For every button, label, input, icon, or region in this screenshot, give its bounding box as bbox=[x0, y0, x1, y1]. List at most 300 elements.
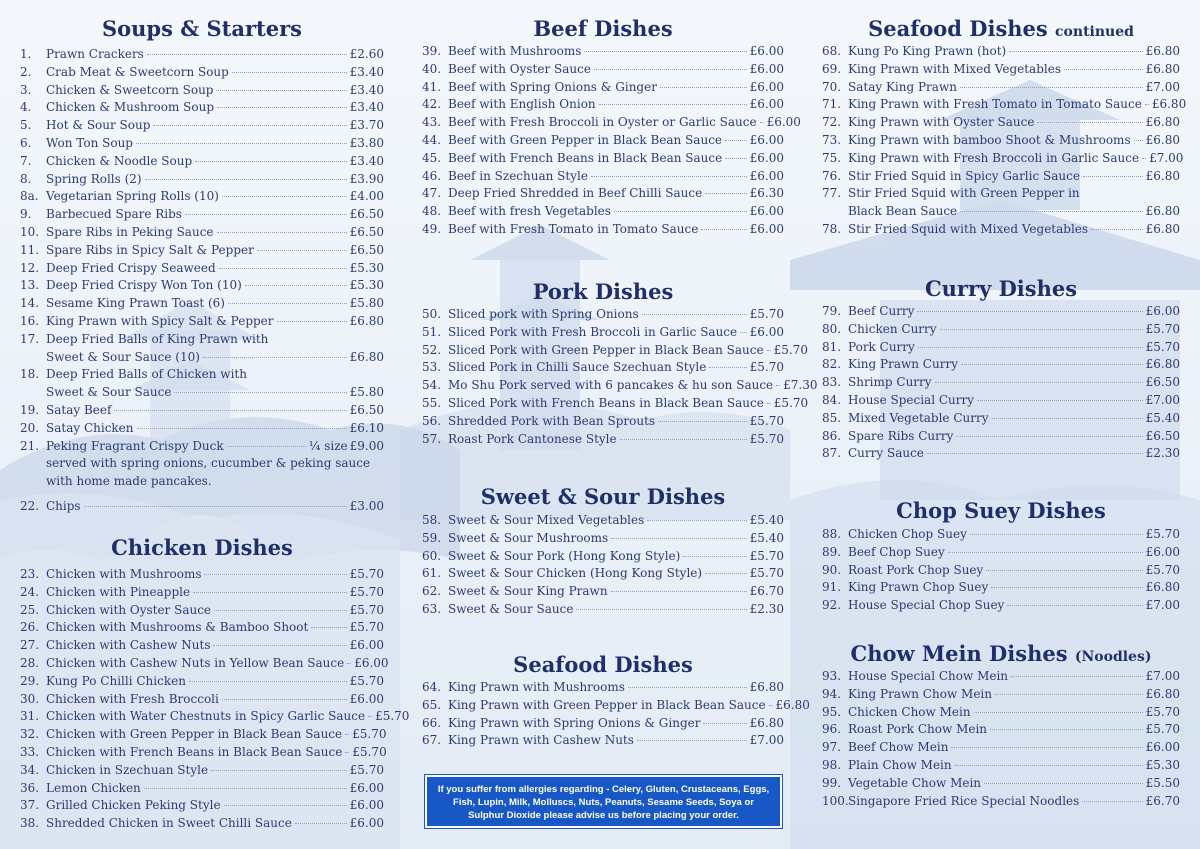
item-price: £6.80 bbox=[1145, 132, 1180, 147]
item-body bbox=[448, 548, 784, 566]
menu-item bbox=[422, 221, 784, 239]
item-body bbox=[46, 691, 384, 709]
item-number: 97. bbox=[822, 740, 842, 755]
item-body bbox=[848, 445, 1180, 463]
section-title-chow-mein bbox=[822, 641, 1180, 666]
item-price: £6.00 bbox=[349, 691, 384, 706]
item-price: £5.70 bbox=[1145, 339, 1180, 354]
dot-leader bbox=[345, 734, 349, 735]
menu-item bbox=[20, 420, 384, 438]
dot-leader bbox=[1011, 676, 1143, 677]
item-name: Beef with fresh Vegetables bbox=[448, 204, 611, 219]
dot-leader bbox=[660, 87, 747, 88]
item-number: 80. bbox=[822, 321, 842, 336]
item-line bbox=[848, 203, 1180, 221]
item-price: £5.70 bbox=[1145, 722, 1180, 737]
item-name: Spare Ribs Curry bbox=[848, 428, 954, 443]
dot-leader bbox=[219, 268, 347, 269]
dot-leader bbox=[951, 747, 1142, 748]
item-body bbox=[46, 135, 384, 153]
item-body bbox=[848, 428, 1180, 446]
item-line bbox=[448, 185, 784, 203]
item-number: 66. bbox=[422, 715, 442, 730]
item-line bbox=[848, 739, 1180, 757]
item-line bbox=[448, 395, 809, 413]
dot-leader bbox=[935, 382, 1143, 383]
dot-leader bbox=[709, 367, 746, 368]
curry-list bbox=[822, 303, 1180, 463]
item-price: £6.80 bbox=[1145, 204, 1180, 219]
item-number: 78. bbox=[822, 221, 842, 236]
item-name: Beef with Oyster Sauce bbox=[448, 61, 591, 76]
item-name: Sliced Pork with French Beans in Black Bean Sauce bbox=[448, 395, 764, 410]
item-body bbox=[848, 544, 1180, 562]
item-number: 40. bbox=[422, 61, 442, 76]
item-body bbox=[448, 306, 784, 324]
item-number: 99. bbox=[822, 775, 842, 790]
item-number: 3. bbox=[20, 82, 32, 97]
item-body bbox=[46, 797, 384, 815]
menu-item bbox=[822, 793, 1180, 811]
item-body bbox=[46, 260, 384, 278]
item-name: Roast Pork Chow Mein bbox=[848, 722, 988, 737]
item-name: Deep Fried Balls of King Prawn with bbox=[46, 331, 269, 346]
item-number: 11. bbox=[20, 242, 40, 257]
item-line bbox=[46, 46, 384, 64]
dot-leader bbox=[991, 587, 1142, 588]
item-number: 45. bbox=[422, 150, 442, 165]
dot-leader bbox=[245, 285, 347, 286]
item-body bbox=[46, 780, 384, 798]
dot-leader bbox=[347, 663, 351, 664]
menu-item bbox=[20, 498, 384, 516]
item-number: 27. bbox=[20, 638, 40, 653]
item-name: Sliced Pork in Chilli Sauce Szechuan Style bbox=[448, 360, 707, 375]
item-body bbox=[448, 79, 784, 97]
item-name: Sliced Pork with Green Pepper in Black Bean Sauce bbox=[448, 342, 764, 357]
item-line bbox=[848, 668, 1180, 686]
item-body bbox=[46, 99, 384, 117]
item-price: £6.00 bbox=[354, 655, 389, 670]
item-body bbox=[448, 359, 784, 377]
item-price: £6.00 bbox=[749, 132, 784, 147]
menu-item bbox=[822, 185, 1180, 221]
dot-leader bbox=[647, 520, 746, 521]
item-price: £5.70 bbox=[349, 584, 384, 599]
item-line bbox=[448, 697, 810, 715]
item-number: 9. bbox=[20, 207, 32, 222]
item-price: £6.00 bbox=[749, 324, 784, 339]
menu-item bbox=[20, 691, 384, 709]
item-price: £5.30 bbox=[1145, 757, 1180, 772]
item-line bbox=[46, 797, 384, 815]
dot-leader bbox=[144, 788, 347, 789]
item-name: King Prawn with Spring Onions & Ginger bbox=[448, 715, 701, 730]
item-price: £5.40 bbox=[749, 513, 784, 527]
item-price: £5.40 bbox=[1145, 410, 1180, 425]
item-body bbox=[46, 673, 384, 691]
dot-leader bbox=[990, 729, 1143, 730]
item-name: Chips bbox=[46, 498, 81, 513]
dot-leader bbox=[174, 392, 346, 393]
dot-leader bbox=[1145, 104, 1149, 105]
item-line bbox=[46, 420, 384, 438]
menu-item bbox=[20, 153, 384, 171]
item-size-note: ¼ size bbox=[308, 438, 348, 453]
item-body bbox=[46, 815, 384, 833]
dot-leader bbox=[345, 752, 349, 753]
menu-item bbox=[422, 96, 784, 114]
item-line bbox=[46, 619, 384, 637]
item-line bbox=[46, 762, 384, 780]
menu-item bbox=[422, 43, 784, 61]
item-price: £6.50 bbox=[349, 242, 384, 257]
item-line bbox=[46, 188, 384, 206]
dot-leader bbox=[642, 314, 747, 315]
item-body bbox=[46, 153, 384, 171]
item-body bbox=[848, 410, 1180, 428]
item-name: Singapore Fried Rice Special Noodles bbox=[848, 793, 1080, 808]
item-price: £5.70 bbox=[749, 548, 784, 563]
item-line bbox=[46, 153, 384, 171]
dot-leader bbox=[594, 69, 747, 70]
item-price: £6.50 bbox=[349, 207, 384, 222]
item-body bbox=[46, 295, 384, 313]
item-line bbox=[46, 673, 384, 691]
item-line bbox=[848, 544, 1180, 562]
item-body bbox=[46, 277, 384, 295]
item-price: £6.00 bbox=[749, 97, 784, 112]
item-price: £6.80 bbox=[1145, 44, 1180, 58]
item-name: Grilled Chicken Peking Style bbox=[46, 798, 221, 813]
item-price: £6.80 bbox=[775, 697, 810, 712]
dot-leader bbox=[195, 161, 347, 162]
item-number: 38. bbox=[20, 816, 40, 831]
item-name: Satay King Prawn bbox=[848, 79, 957, 94]
item-number: 89. bbox=[822, 544, 842, 559]
item-number: 85. bbox=[822, 410, 842, 425]
item-number: 21. bbox=[20, 438, 40, 453]
item-price: £3.40 bbox=[349, 64, 384, 79]
item-name: Spare Ribs in Spicy Salt & Pepper bbox=[46, 242, 254, 257]
item-line bbox=[848, 428, 1180, 446]
item-name: Deep Fried Shredded in Beef Chilli Sauce bbox=[448, 186, 703, 201]
item-line bbox=[448, 203, 784, 221]
item-name: King Prawn with Oyster Sauce bbox=[848, 115, 1035, 130]
dot-leader bbox=[599, 104, 747, 105]
item-price: £3.80 bbox=[349, 135, 384, 150]
item-price: £6.70 bbox=[749, 584, 784, 599]
item-price: £3.40 bbox=[349, 82, 384, 97]
item-price: £6.10 bbox=[349, 420, 384, 435]
item-price: £5.50 bbox=[1145, 775, 1180, 790]
item-name: Chicken with Fresh Broccoli bbox=[46, 691, 219, 706]
item-body bbox=[848, 96, 1187, 114]
item-name: King Prawn with Fresh Tomato in Tomato Sauce bbox=[848, 97, 1142, 112]
item-body bbox=[46, 602, 384, 620]
item-number: 8a. bbox=[20, 189, 39, 204]
item-number: 98. bbox=[822, 757, 842, 772]
item-price: £5.70 bbox=[749, 413, 784, 428]
item-price: £6.80 bbox=[1145, 115, 1180, 130]
dot-leader bbox=[214, 610, 347, 611]
item-line bbox=[46, 402, 384, 420]
item-name: Chicken Curry bbox=[848, 321, 937, 336]
item-price: £5.80 bbox=[349, 385, 384, 400]
item-price: £6.80 bbox=[1145, 580, 1180, 595]
dot-leader bbox=[584, 51, 746, 52]
item-body bbox=[848, 721, 1180, 739]
dot-leader bbox=[1142, 158, 1146, 159]
item-body bbox=[448, 168, 784, 186]
item-number: 30. bbox=[20, 691, 40, 706]
item-number: 73. bbox=[822, 132, 842, 147]
item-line bbox=[448, 61, 784, 79]
item-price: £5.70 bbox=[352, 744, 387, 759]
menu-item bbox=[422, 431, 784, 449]
menu-item bbox=[20, 224, 384, 242]
item-name: Chicken & Mushroom Soup bbox=[46, 100, 215, 115]
item-line bbox=[46, 99, 384, 117]
item-name: Chicken Chop Suey bbox=[848, 527, 967, 541]
item-name: Beef with Mushrooms bbox=[448, 44, 582, 58]
item-price: £6.80 bbox=[1145, 686, 1180, 701]
item-body bbox=[46, 762, 384, 780]
item-name: Vegetable Chow Mein bbox=[848, 775, 982, 790]
item-number: 12. bbox=[20, 260, 40, 275]
item-line bbox=[448, 512, 784, 530]
dot-leader bbox=[705, 573, 747, 574]
item-line bbox=[46, 206, 384, 224]
item-name: Sweet & Sour Chicken (Hong Kong Style) bbox=[448, 566, 703, 581]
section-title-pork: Pork Dishes bbox=[532, 279, 674, 304]
dot-leader bbox=[683, 556, 746, 557]
item-body bbox=[46, 498, 384, 516]
menu-item bbox=[20, 242, 384, 260]
item-price: £5.70 bbox=[773, 395, 809, 410]
item-name: Beef with Spring Onions & Ginger bbox=[448, 79, 657, 94]
item-name: Stir Fried Squid with Mixed Vegetables bbox=[848, 221, 1089, 236]
item-body bbox=[46, 188, 384, 206]
item-number: 7. bbox=[20, 153, 32, 168]
item-line bbox=[46, 366, 384, 384]
dot-leader bbox=[940, 329, 1143, 330]
menu-item bbox=[822, 150, 1184, 168]
menu-item bbox=[422, 377, 818, 395]
item-name: Stir Fried Squid in Spicy Garlic Sauce bbox=[848, 168, 1080, 183]
dot-leader bbox=[1091, 229, 1143, 230]
menu-item bbox=[422, 185, 784, 203]
menu-item bbox=[20, 402, 384, 420]
dot-leader bbox=[189, 681, 347, 682]
dot-leader bbox=[705, 193, 746, 194]
item-body bbox=[448, 114, 801, 132]
item-line bbox=[46, 473, 384, 491]
item-line bbox=[448, 530, 784, 548]
item-body bbox=[848, 374, 1180, 392]
dot-leader bbox=[927, 453, 1143, 454]
item-body bbox=[46, 331, 384, 367]
section-title-text: Seafood Dishes bbox=[868, 16, 1048, 41]
item-number: 20. bbox=[20, 420, 40, 435]
dot-leader bbox=[701, 229, 746, 230]
item-number: 32. bbox=[20, 727, 40, 742]
item-number: 19. bbox=[20, 402, 40, 417]
menu-item bbox=[822, 79, 1180, 97]
item-name: Roast Pork Cantonese Style bbox=[448, 431, 617, 446]
dot-leader bbox=[977, 400, 1143, 401]
item-price: £5.70 bbox=[349, 567, 384, 581]
item-body bbox=[448, 431, 784, 449]
item-number: 49. bbox=[422, 221, 442, 236]
item-body bbox=[848, 793, 1180, 811]
menu-item bbox=[822, 757, 1180, 775]
item-body bbox=[448, 203, 784, 221]
item-number: 91. bbox=[822, 580, 842, 595]
item-number: 2. bbox=[20, 64, 32, 79]
item-line bbox=[848, 79, 1180, 97]
item-body bbox=[448, 413, 784, 431]
item-price: £5.70 bbox=[749, 566, 784, 581]
item-line bbox=[46, 260, 384, 278]
item-name: Sliced Pork with Fresh Broccoli in Garlic Sauce bbox=[448, 324, 738, 339]
menu-item bbox=[20, 797, 384, 815]
item-price: £5.80 bbox=[349, 296, 384, 311]
item-name: Beef with Fresh Tomato in Tomato Sauce bbox=[448, 221, 699, 236]
item-body bbox=[46, 744, 387, 762]
item-price: £6.50 bbox=[349, 402, 384, 417]
item-number: 42. bbox=[422, 97, 442, 112]
dot-leader bbox=[740, 332, 747, 333]
item-name: Beef Chop Suey bbox=[848, 544, 945, 559]
item-name: Deep Fried Balls of Chicken with bbox=[46, 367, 247, 382]
item-line bbox=[46, 277, 384, 295]
item-number: 26. bbox=[20, 620, 40, 635]
menu-item bbox=[822, 339, 1180, 357]
item-name: King Prawn Chop Suey bbox=[848, 580, 989, 595]
item-number: 90. bbox=[822, 562, 842, 577]
item-line bbox=[448, 114, 801, 132]
item-name: House Special Curry bbox=[848, 392, 975, 407]
menu-item bbox=[822, 321, 1180, 339]
item-price: £6.70 bbox=[1145, 793, 1180, 808]
item-name: Satay Chicken bbox=[46, 420, 134, 435]
item-line bbox=[46, 313, 384, 331]
menu-item bbox=[422, 548, 784, 566]
menu-item bbox=[20, 64, 384, 82]
item-body bbox=[46, 655, 389, 673]
item-number: 17. bbox=[20, 331, 40, 346]
item-price: £5.70 bbox=[349, 762, 384, 777]
item-price: £6.00 bbox=[749, 150, 784, 165]
item-price: £5.70 bbox=[349, 673, 384, 688]
dot-leader bbox=[960, 87, 1143, 88]
item-body bbox=[46, 708, 410, 726]
item-number: 34. bbox=[20, 762, 40, 777]
item-body bbox=[848, 775, 1180, 793]
item-price: £6.00 bbox=[349, 638, 384, 653]
item-line bbox=[848, 356, 1180, 374]
menu-item bbox=[20, 602, 384, 620]
item-line bbox=[848, 793, 1180, 811]
item-number: 36. bbox=[20, 780, 40, 795]
item-name: Curry Sauce bbox=[848, 446, 924, 461]
section-title-soups-starters: Soups & Starters bbox=[101, 16, 302, 41]
item-line bbox=[848, 303, 1180, 321]
item-name: Kung Po Chilli Chicken bbox=[46, 673, 186, 688]
item-name: Sweet & Sour Mixed Vegetables bbox=[448, 513, 645, 527]
item-price: £5.70 bbox=[773, 342, 808, 357]
item-body bbox=[448, 679, 784, 697]
item-number: 75. bbox=[822, 150, 842, 165]
item-line bbox=[848, 579, 1180, 597]
item-price: £6.00 bbox=[349, 798, 384, 813]
item-number: 94. bbox=[822, 686, 842, 701]
item-price: £6.50 bbox=[1145, 375, 1180, 390]
item-line bbox=[46, 780, 384, 798]
item-number: 18. bbox=[20, 367, 40, 382]
item-price: £6.80 bbox=[1145, 168, 1180, 183]
item-line bbox=[848, 410, 1180, 428]
item-line bbox=[448, 583, 784, 601]
dot-leader bbox=[658, 421, 747, 422]
item-name: Chicken with French Beans in Black Bean Sauce bbox=[46, 744, 343, 759]
item-number: 82. bbox=[822, 357, 842, 372]
item-price: £6.30 bbox=[749, 186, 784, 201]
item-number: 95. bbox=[822, 704, 842, 719]
item-price: £6.00 bbox=[749, 168, 784, 183]
item-price: £5.70 bbox=[349, 620, 384, 635]
dot-leader bbox=[1083, 176, 1143, 177]
item-name: Shredded Pork with Bean Sprouts bbox=[448, 413, 656, 428]
item-name: Won Ton Soup bbox=[46, 135, 133, 150]
item-body bbox=[848, 597, 1180, 615]
item-number: 33. bbox=[20, 744, 40, 759]
item-line bbox=[46, 82, 384, 100]
dot-leader bbox=[227, 446, 306, 447]
menu-item bbox=[20, 780, 384, 798]
item-line bbox=[848, 721, 1180, 739]
item-body bbox=[46, 82, 384, 100]
item-number: 10. bbox=[20, 224, 40, 239]
dot-leader bbox=[1009, 51, 1142, 52]
item-name: Pork Curry bbox=[848, 339, 915, 354]
item-number: 53. bbox=[422, 360, 442, 375]
menu-item bbox=[20, 295, 384, 313]
item-price: £3.90 bbox=[349, 171, 384, 186]
item-body bbox=[46, 566, 384, 584]
menu-item bbox=[822, 392, 1180, 410]
item-name: Vegetarian Spring Rolls (10) bbox=[46, 189, 219, 204]
item-body bbox=[448, 342, 808, 360]
menu-item bbox=[422, 732, 784, 750]
menu-item bbox=[422, 150, 784, 168]
dot-leader bbox=[628, 687, 747, 688]
item-number: 37. bbox=[20, 798, 40, 813]
item-number: 14. bbox=[20, 296, 40, 311]
item-name: House Special Chop Suey bbox=[848, 598, 1005, 613]
item-body bbox=[848, 356, 1180, 374]
item-price: £7.30 bbox=[783, 378, 818, 393]
item-body bbox=[46, 438, 384, 491]
item-name: Chicken with Mushrooms bbox=[46, 567, 202, 581]
item-name: Beef Curry bbox=[848, 304, 915, 318]
dot-leader bbox=[776, 385, 780, 386]
item-name: Peking Fragrant Crispy Duck bbox=[46, 438, 224, 453]
item-name: Roast Pork Chop Suey bbox=[848, 562, 984, 577]
allergy-notice: If you suffer from allergies regarding - Celery, Gluten, Crustaceans, Eggs, Fish, Lupin, Milk, Molluscs, Nuts, Peanuts, Sesame Seeds, Soya or Sulphur Dioxide please advise us before placing your order. bbox=[425, 775, 782, 828]
item-number: 56. bbox=[422, 413, 442, 428]
